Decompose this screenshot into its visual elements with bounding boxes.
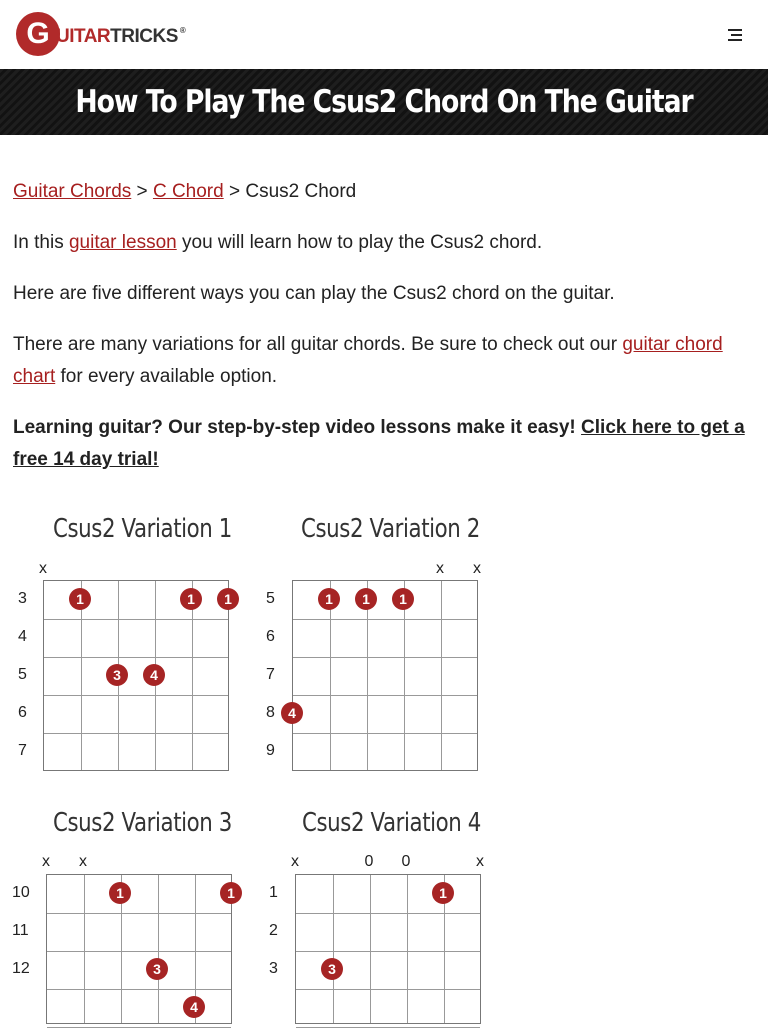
fret-number: 2: [269, 922, 278, 939]
finger-dot: 3: [146, 958, 168, 980]
breadcrumb-separator: >: [223, 181, 246, 202]
fretboard-grid: [292, 580, 478, 771]
fret-line: [296, 913, 480, 914]
string-line: [158, 875, 159, 1023]
fret-line: [293, 733, 477, 734]
guitar-lesson-link[interactable]: guitar lesson: [68, 232, 177, 253]
finger-dot: 1: [392, 588, 414, 610]
muted-string-marker: x: [39, 560, 47, 577]
fret-number: 9: [266, 742, 275, 759]
breadcrumb: [13, 176, 748, 208]
page-title-banner: [0, 69, 768, 135]
chord-chart-paragraph: [13, 329, 748, 393]
string-line: [441, 581, 442, 770]
menu-line: [731, 34, 742, 36]
chord-diagram-title: Csus2 Variation 2: [301, 514, 480, 544]
menu-line: [728, 39, 742, 41]
chord-diagram-title: Csus2 Variation 4: [302, 808, 481, 838]
finger-dot: 1: [220, 882, 242, 904]
text: In this: [13, 232, 69, 253]
open-string-marker: 0: [364, 853, 374, 870]
chord-diagram-title: Csus2 Variation 3: [53, 808, 232, 838]
finger-dot: 1: [69, 588, 91, 610]
finger-dot: 4: [143, 664, 165, 686]
hamburger-menu-icon[interactable]: [718, 24, 746, 46]
fret-number: 6: [266, 628, 275, 645]
fret-line: [293, 657, 477, 658]
fret-number: 5: [266, 590, 275, 607]
text: Learning guitar? Our step-by-step video lessons make it easy!: [13, 417, 582, 438]
finger-dot: 1: [432, 882, 454, 904]
text: for every available option.: [55, 366, 278, 387]
finger-dot: 1: [217, 588, 239, 610]
muted-string-marker: x: [79, 853, 87, 870]
fret-line: [47, 989, 231, 990]
variations-paragraph: Here are five different ways you can play the Csus2 chord on the guitar.: [13, 283, 615, 304]
fret-number: 10: [12, 884, 30, 901]
fret-number: 7: [18, 742, 27, 759]
fret-number: 3: [269, 960, 278, 977]
fret-line: [47, 913, 231, 914]
fretboard-grid: [46, 874, 232, 1024]
trial-paragraph: [13, 412, 748, 476]
finger-dot: 3: [106, 664, 128, 686]
finger-dot: 4: [183, 996, 205, 1018]
finger-dot: 1: [318, 588, 340, 610]
finger-dot: 3: [321, 958, 343, 980]
string-line: [407, 875, 408, 1023]
breadcrumb-separator: >: [131, 181, 153, 202]
free-trial-link[interactable]: Click here to get a free 14 day trial!: [13, 417, 745, 470]
muted-string-marker: x: [473, 560, 481, 577]
finger-dot: 4: [281, 702, 303, 724]
finger-dot: 1: [180, 588, 202, 610]
guitar-chord-chart-link[interactable]: guitar chord chart: [13, 334, 723, 387]
fret-number: 6: [18, 704, 27, 721]
fret-number: 11: [12, 922, 29, 939]
menu-line: [728, 29, 742, 31]
muted-string-marker: x: [436, 560, 444, 577]
fretboard-grid: [43, 580, 229, 771]
fret-line: [293, 619, 477, 620]
logo-registered: ®: [179, 26, 186, 35]
breadcrumb-guitar-chords[interactable]: Guitar Chords: [13, 181, 132, 202]
page-title: How To Play The Csus2 Chord On The Guitar: [75, 84, 693, 120]
text: you will learn how to play the Csus2 chord.: [176, 232, 543, 253]
article-content: [13, 176, 748, 495]
logo-tricks: TRICKS: [110, 26, 178, 47]
fret-number: 5: [18, 666, 27, 683]
fret-line: [296, 989, 480, 990]
breadcrumb-c-chord[interactable]: C Chord: [152, 181, 224, 202]
fret-line: [47, 951, 231, 952]
fret-number: 8: [266, 704, 275, 721]
fret-line: [44, 733, 228, 734]
fret-line: [296, 951, 480, 952]
fret-line: [293, 695, 477, 696]
logo-g-mark: G: [16, 12, 60, 56]
logo-wordmark: [56, 26, 185, 48]
muted-string-marker: x: [291, 853, 299, 870]
finger-dot: 1: [355, 588, 377, 610]
fret-number: 7: [266, 666, 275, 683]
finger-dot: 1: [109, 882, 131, 904]
string-line: [370, 875, 371, 1023]
logo-uitar: UITAR: [56, 26, 111, 47]
open-string-marker: 0: [401, 853, 411, 870]
fret-line: [44, 657, 228, 658]
fret-number: 4: [18, 628, 27, 645]
fret-number: 1: [269, 884, 278, 901]
fret-number: 3: [18, 590, 27, 607]
fret-number: 12: [12, 960, 30, 977]
fret-line: [44, 695, 228, 696]
text: There are many variations for all guitar chords. Be sure to check out our: [13, 334, 623, 355]
breadcrumb-current: Csus2 Chord: [245, 181, 357, 202]
chord-diagram-title: Csus2 Variation 1: [53, 514, 232, 544]
fret-line: [44, 619, 228, 620]
string-line: [84, 875, 85, 1023]
muted-string-marker: x: [476, 853, 484, 870]
muted-string-marker: x: [42, 853, 50, 870]
guitartricks-logo[interactable]: [16, 12, 196, 58]
intro-paragraph: [13, 227, 748, 259]
site-header: [0, 0, 768, 69]
string-line: [333, 875, 334, 1023]
